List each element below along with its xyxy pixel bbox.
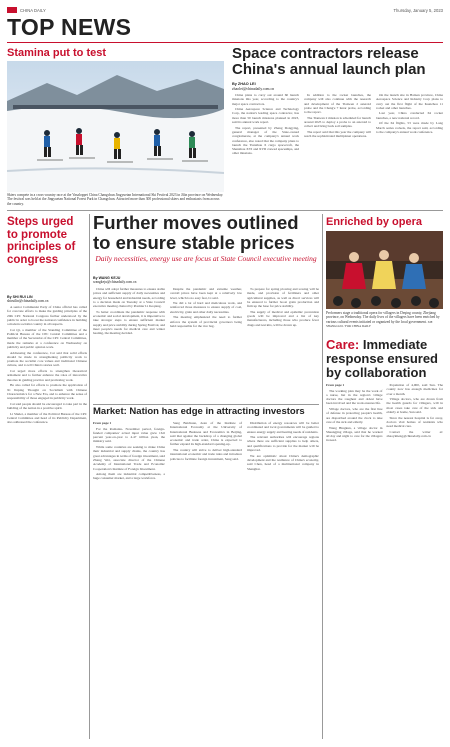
stamina-headline: Stamina put to test (7, 47, 107, 59)
further-para: The meeting emphasized the need to further enforce the system of provincial governors being held responsible for the rice bag. (170, 315, 242, 328)
steps-para: Cai urged more efforts to strengthen theoretical armament and to further enhance the roles of innovative theories in guiding practice and promoting work. (7, 369, 87, 382)
space-para: The report said that this year the company will reach the sophisticated multiplanet operations. (304, 129, 371, 139)
steps-para: A senior Communist Party of China official has called for concrete efforts to make the guiding principles of the 20th CPC National Congress further understood by the public in order to boost the national confidence in building a modern socialist country in all respects. (7, 305, 87, 327)
further-col-1 (93, 287, 165, 402)
space-para: The Tianwen 2 mission is scheduled for launch around 2025 to deploy a probe to an asteroid to collect and bring back soil samples. (304, 115, 371, 129)
space-para: China Aerospace Science and Technology Corp, the nation's leading space contractor, has more than 50 launch missions planned in 2023, said its annual work report. (232, 107, 299, 125)
paper-brand (7, 7, 46, 13)
space-para: China plans to carry out around 60 launch missions this year, according to the country's major space contractors. (232, 93, 299, 106)
further-headline: Further moves outlined to ensure stable prices (93, 212, 299, 253)
space-col-3 (376, 93, 443, 208)
steps-headline: Steps urged to promote principles of congress (7, 216, 76, 266)
steps-para: Cai said people should be encouraged to take part in the building of the nation in a positive spirit. (7, 401, 87, 411)
care-para: Wang Bingkun, a village doctor in Shuangjing village, said that he worked all day and night to care for the villagers in need. (326, 425, 383, 443)
care-headline-label: Care: (326, 337, 360, 352)
steps-para: Cai Qi, a member of the Standing Committee of the Political Bureau of the CPC Central Committee and a member of the Secretariat of the CPC Central Committee, made the remarks at a conference on Wednesday on publicity and public opinion work. (7, 327, 87, 349)
space-col-1 (232, 93, 299, 208)
opera-illustration (326, 231, 443, 309)
space-author: By ZHAO LEI (232, 82, 256, 86)
market-para: For the Romania- November period, foreign-funded companies' actual input value grew 16.6 percent year-on-year to 4.47 trillion yuan, the ministry said. (93, 426, 165, 444)
market-col-2 (170, 421, 242, 737)
space-para: In addition to the rocket launches, the company will also continue with the research and development of the Tianwen 2 asteroid probe and the Chang'e 7 lunar probe, according to the report. (304, 93, 371, 115)
care-para: Population of 4,000, said Sun. The county now has enough medicines for over a month. (386, 383, 443, 396)
space-col-2 (304, 93, 371, 208)
further-author: By WANG KEJU (93, 276, 121, 280)
opera-caption (326, 311, 443, 329)
space-headline: Space contractors release China's annual launch plan (232, 45, 426, 78)
space-article-body (232, 93, 443, 208)
further-article-body (93, 287, 319, 402)
opera-photo (326, 231, 443, 309)
space-para: Of the 64 flights, 53 were made by Long March series rockets, the report said, according to the company's annual work conference. (376, 121, 443, 134)
care-byline: From page 1 (326, 383, 345, 387)
paper-name: CHINA DAILY (20, 7, 46, 13)
space-email: zhaolei@chinadaily.com.cn (232, 86, 275, 91)
market-para: Sang Baichuan, dean of the Institute of International Economy at the University of International Business and Economics in Beijing, said that against the backdrop of a changing global economic and trade order, China is expected to further expand its high-standard opening-up. (170, 421, 242, 447)
further-col-3 (247, 287, 319, 402)
opera-photo-credit: XIE SHANGGUO / FOR CHINA DAILY (326, 319, 433, 329)
issue-date: Thursday, January 5, 2023 (393, 7, 443, 13)
care-col-2 (387, 383, 444, 737)
further-para: We did a lot of hard and meticulous work, and reinforced those measures to ensure supply of coal, electricity, grain and other daily necessities. (170, 301, 242, 314)
section-title: TOP NEWS (7, 14, 132, 40)
market-article-body (93, 421, 319, 737)
ski-race-illustration (7, 61, 224, 192)
paper-logo (7, 7, 17, 13)
care-headline (326, 338, 443, 380)
care-para: Village doctors, who are the first line of defense in protecting people's health, are dispatched around the clock to take care of the sick and elderly. (326, 407, 383, 424)
opera-caption-text: Performers stage a traditional opera for villagers in Deqing county, Zhejiang province, on Wednesday. The daily lives of the villagers have been enriched by various cultural events initiated or organized by the local government. (326, 311, 440, 324)
section-divider (7, 210, 443, 211)
care-headline-text: Immediate response ensured by collaboration (326, 337, 438, 380)
market-para: While some countries are seeking to make China their industrial and supply chains, the country has great advantages in terms of foreign investment, said Zhang Wei, associate director of the Chinese Academy of International Trade and Economic Cooperation's Institute of Foreign Investment. (93, 445, 165, 471)
further-deck: Daily necessities, energy use are focus at State Council executive meeting (95, 254, 317, 263)
masthead-bar (7, 6, 443, 14)
market-para: Distribution of energy resources will be better coordinated and local governments will be guided to ensure energy supply and heating needs of residents. (247, 421, 319, 434)
steps-para: Addressing the conference, Cai said that solid efforts should be made in strengthening publicity work to promote the socialist core values and traditional Chinese culture, and to tell China's stories well. (7, 350, 87, 368)
care-para: Since the nearest hospital is far away, doctors visit homes of residents who need medical care. (386, 415, 443, 429)
steps-para: Li Shulei, a member of the Political Bureau of the CPC Central Committee and head of its Publicity Department, also addressed the conference. (7, 411, 87, 425)
further-para: To better coordinate the pandemic response with economic and social development, it is imperative to take stronger steps to ensure sufficient market supply and price stability during Spring Festival, and meet people's needs for medical care and winter heating, the meeting decided. (93, 309, 165, 336)
space-para: The report, presented by Zhang Dongying, general manager of the State-owned conglomerate, at the company's annual work conference, also noted that the company plans to launch the Tianzhou 6 cargo spacecraft, the Shenzhou XVI and XVII crewed spaceships, and other missions. (232, 125, 299, 156)
further-email: wangkeju@chinadaily.com.cn (93, 280, 137, 285)
further-para: To prepare for spring plowing and sowing will be made, and provision of fertilizers and other agricultural supplies, as well as direct services will be ensured to further boost grain production and firm up the base for price stability. (247, 287, 319, 309)
steps-article-body (7, 305, 87, 735)
ski-race-photo (7, 61, 224, 192)
market-headline: Market: Nation has edge in attracting investors (93, 406, 305, 417)
market-byline: From page 1 (93, 421, 112, 425)
care-col-1 (326, 383, 383, 737)
ski-race-caption: Skiers compete in a cross-country race at the Vasaloppet China Changchun Jingyuetan International Ski Festival 2023 in Jilin province on Wednesday. The festival was held at the Jingyuetan National Forest Park in Changchun. Attracted more than 300 professional skiers and enthusiasts from across the country. (7, 193, 224, 206)
column-divider (89, 214, 90, 739)
market-para: Among them are industrial competitiveness, a huge consumer market, and a large workforce. (93, 472, 165, 481)
column-divider (322, 214, 323, 739)
section-rule (7, 42, 443, 43)
market-para: The country will strive to deliver high-standard international economic and trade rules and introduce policies to facilitate foreign investment, Sang said. (170, 448, 242, 461)
space-byline (232, 82, 302, 91)
market-col-1 (93, 421, 165, 737)
further-col-2 (170, 287, 242, 402)
space-para: On the launch site in Hainan province, China Aerospace Science and Industry Corp plans to carry out the first flight of the Kuaizhou 11 rocket and other launches. (376, 93, 443, 110)
care-para: Contact the writer at: zhaoyimeng@chinadaily.com.cn (386, 429, 443, 439)
steps-para: He also called for efforts to promote the application of Xi Jinping Thought on Socialism with Chinese Characteristics for a New Era, and to enhance the sense of responsibility of those engaged in publicity work. (7, 383, 87, 401)
care-para: Village doctors, who are drawn from the health guards for villagers, will in most cases take care of the sick and elderly at home, Sun said. (386, 397, 443, 415)
care-article-body (326, 383, 443, 737)
market-col-3 (247, 421, 319, 737)
further-para: The supply of medical and epidemic prevention goods will be improved and a list of key manufacturers, including those who produce fever drugs and test kits, will be drawn up. (247, 309, 319, 327)
market-para: The relevant authorities will encourage regions where there are sufficient supplies to help others, and qualifications to provide for the market will be improved. (247, 435, 319, 453)
care-para: The working plan may be the work of a nurse, but in the region's village doctors the roughest and oldest have been involved and the work ensures life. (326, 388, 383, 406)
steps-author: By SHI RUI LIN (7, 295, 33, 299)
market-para: We are optimistic about China's demographic development and the resilience of China's economy, said Chen, head of a multinational company in Shanghai. (247, 453, 319, 471)
space-para: Last year, China conducted 64 rocket launches, a new national record. (376, 111, 443, 120)
steps-byline (7, 295, 87, 304)
enriched-headline: Enriched by opera (326, 216, 422, 228)
further-para: Despite the pandemic and extreme weather, overall prices have been kept at a relatively low level, which is no easy feat, Li said. (170, 287, 242, 300)
further-byline (93, 276, 163, 285)
further-para: China will adopt further measures to ensure stable prices and sufficient supply of daily necessities and energy for household and industrial needs, according to a decision made on Tuesday at a State Council executive meeting chaired by Premier Li Keqiang. (93, 287, 165, 309)
story-divider (93, 404, 319, 405)
steps-email: shiruilin@chinadaily.com.cn (7, 299, 49, 304)
